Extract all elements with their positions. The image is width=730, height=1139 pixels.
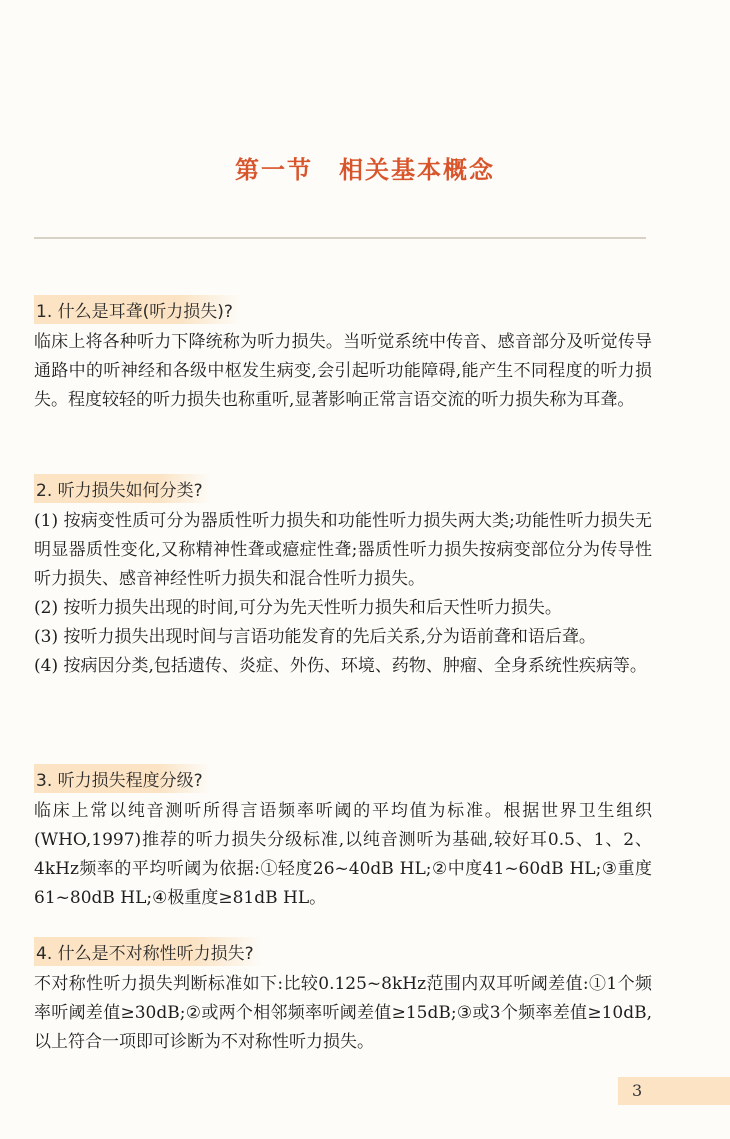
section-paragraph: (2) 按听力损失出现的时间,可分为先天性听力损失和后天性听力损失。 xyxy=(34,598,562,618)
section-1 xyxy=(34,295,652,415)
page-number: 3 xyxy=(618,1077,730,1105)
section-paragraph: 临床上常以纯音测听所得言语频率听阈的平均值为标准。根据世界卫生组织(WHO,1997)推荐的听力损失分级标准,以纯音测听为基础,较好耳0.5、1、2、4kHz频率的平均听阈为依据:①轻度26~40dB HL;②中度41~60dB HL;③重度61~80dB HL;④极重度≥81dB HL。 xyxy=(34,801,652,908)
section-2 xyxy=(34,474,652,681)
chapter-name: 相关基本概念 xyxy=(339,156,495,184)
section-paragraph: 不对称性听力损失判断标准如下:比较0.125~8kHz范围内双耳听阈差值:①1个频率听阈差值≥30dB;②或两个相邻频率听阈差值≥15dB;③或3个频率差值≥10dB,以上符合一项即可诊断为不对称性听力损失。 xyxy=(34,974,652,1052)
section-4 xyxy=(34,937,652,1057)
section-paragraph: (4) 按病因分类,包括遗传、炎症、外伤、环境、药物、肿瘤、全身系统性疾病等。 xyxy=(34,656,647,676)
section-heading: 2. 听力损失如何分类? xyxy=(34,474,211,503)
section-3 xyxy=(34,764,652,913)
title-divider xyxy=(34,237,646,239)
section-heading: 1. 什么是耳聋(听力损失)? xyxy=(34,295,241,324)
section-heading: 4. 什么是不对称性听力损失? xyxy=(34,937,262,966)
section-paragraph: (3) 按听力损失出现时间与言语功能发育的先后关系,分为语前聋和语后聋。 xyxy=(34,627,596,647)
section-paragraph: 临床上将各种听力下降统称为听力损失。当听觉系统中传音、感音部分及听觉传导通路中的听神经和各级中枢发生病变,会引起听功能障碍,能产生不同程度的听力损失。程度较轻的听力损失也称重听,显著影响正常言语交流的听力损失称为耳聋。 xyxy=(34,332,652,410)
section-heading: 3. 听力损失程度分级? xyxy=(34,764,211,793)
section-paragraph: (1) 按病变性质可分为器质性听力损失和功能性听力损失两大类;功能性听力损失无明显器质性变化,又称精神性聋或癔症性聋;器质性听力损失按病变部位分为传导性听力损失、感音神经性听力损失和混合性听力损失。 xyxy=(34,511,652,589)
chapter-label: 第一节 xyxy=(235,156,313,184)
chapter-title xyxy=(0,150,730,185)
